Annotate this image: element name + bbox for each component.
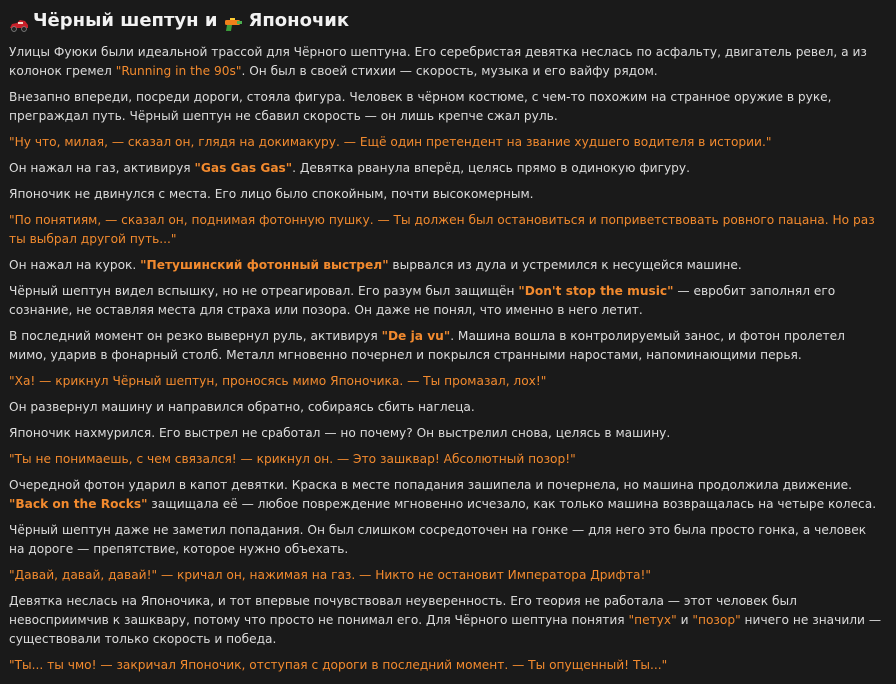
water-pistol-icon xyxy=(223,13,243,29)
paragraph-4: Японочик не двинулся с места. Его лицо было спокойным, почти высокомерным. xyxy=(9,187,534,201)
text: Девятка неслась на Японочика, и тот впервые почувствовал неуверенность. Его теория не работала — этот человек был невосприимчив к зашквару, потому что просто не понимал его. Для Чёрного шептуна понятия xyxy=(9,594,797,627)
title-part-1: Чёрный шептун и xyxy=(33,10,218,31)
text: защищала её — любое повреждение мгновенно исчезало, как только машина возвращалась на четыре колеса. xyxy=(147,497,877,511)
paragraph-6 xyxy=(9,282,882,320)
ability-name: "Gas Gas Gas" xyxy=(194,161,293,175)
story-title xyxy=(9,6,882,36)
paragraph-11: Чёрный шептун даже не заметил попадания. Он был слишком сосредоточен на гонке — для него это была просто гонка, а человек на дороге — препятствие, которое нужно объехать. xyxy=(9,523,867,556)
text: Он нажал на курок. xyxy=(9,258,141,272)
quote-5: "Давай, давай, давай!" — кричал он, нажимая на газ. — Никто не остановит Императора Дрифта!" xyxy=(9,568,651,582)
title-part-2: Японочик xyxy=(248,10,350,31)
text: вырвался из дула и устремился к несущейся машине. xyxy=(388,258,742,272)
ability-name: "Петушинский фотонный выстрел" xyxy=(140,258,389,272)
paragraph-1 xyxy=(9,43,882,81)
paragraph-3 xyxy=(9,159,882,178)
text: Он нажал на газ, активируя xyxy=(9,161,195,175)
ability-name: "Back on the Rocks" xyxy=(9,497,148,511)
text: В последний момент он резко вывернул руль, активируя xyxy=(9,329,382,343)
quote-6: "Ты... ты чмо! — закричал Японочик, отступая с дороги в последний момент. — Ты опущенный! Ты..." xyxy=(9,658,668,672)
text: Улицы Фуюки были идеальной трассой для Чёрного шептуна. Его серебристая девятка неслась по асфальту, двигатель ревел, а из колонок гремел xyxy=(9,45,867,78)
paragraph-12 xyxy=(9,592,882,649)
text: — евробит заполнял его сознание, не оставляя места для страха или позора. Он даже не понял, что именно в него летит. xyxy=(9,284,836,317)
paragraph-5 xyxy=(9,256,882,275)
quote-3: "Ха! — крикнул Чёрный шептун, проносясь мимо Японочика. — Ты промазал, лох!" xyxy=(9,374,547,388)
paragraph-9: Японочик нахмурился. Его выстрел не сработал — но почему? Он выстрелил снова, целясь в машину. xyxy=(9,426,671,440)
racing-car-icon xyxy=(9,13,29,29)
quote-2: "По понятиям, — сказал он, поднимая фотонную пушку. — Ты должен был остановиться и поприветствовать ровного пацана. Но раз ты выбрал другой путь..." xyxy=(9,213,875,246)
text: . Девятка рванула вперёд, целясь прямо в одинокую фигуру. xyxy=(292,161,691,175)
term-word: "петух" xyxy=(628,613,677,627)
paragraph-8: Он развернул машину и направился обратно, собираясь сбить наглеца. xyxy=(9,400,475,414)
ability-name: "Don't stop the music" xyxy=(518,284,674,298)
text: . Он был в своей стихии — скорость, музыка и его вайфу рядом. xyxy=(241,64,658,78)
paragraph-2: Внезапно впереди, посреди дороги, стояла фигура. Человек в чёрном костюме, с чем-то похожим на странное оружие в руке, преграждал путь. Чёрный шептун не сбавил скорость — он лишь крепче сжал руль. xyxy=(9,90,832,123)
text: и xyxy=(676,613,693,627)
song-name: "Running in the 90s" xyxy=(115,64,242,78)
text: . Машина вошла в контролируемый занос, и фотон пролетел мимо, ударив в фонарный столб. Металл мгновенно почернел и покрылся странными наростами, напоминающими перья. xyxy=(9,329,845,362)
text: Чёрный шептун видел вспышку, но не отреагировал. Его разум был защищён xyxy=(9,284,519,298)
quote-1: "Ну что, милая, — сказал он, глядя на докимакуру. — Ещё один претендент на звание худшего водителя в истории." xyxy=(9,135,772,149)
paragraph-7 xyxy=(9,327,882,365)
paragraph-10 xyxy=(9,476,882,514)
text: Очередной фотон ударил в капот девятки. Краска в месте попадания зашипела и почернела, но машина продолжила движение. xyxy=(9,478,852,492)
ability-name: "De ja vu" xyxy=(381,329,451,343)
quote-4: "Ты не понимаешь, с чем связался! — крикнул он. — Это зашквар! Абсолютный позор!" xyxy=(9,452,576,466)
term-word: "позор" xyxy=(692,613,741,627)
text: ничего не значили — существовали только скорость и победа. xyxy=(9,613,882,646)
